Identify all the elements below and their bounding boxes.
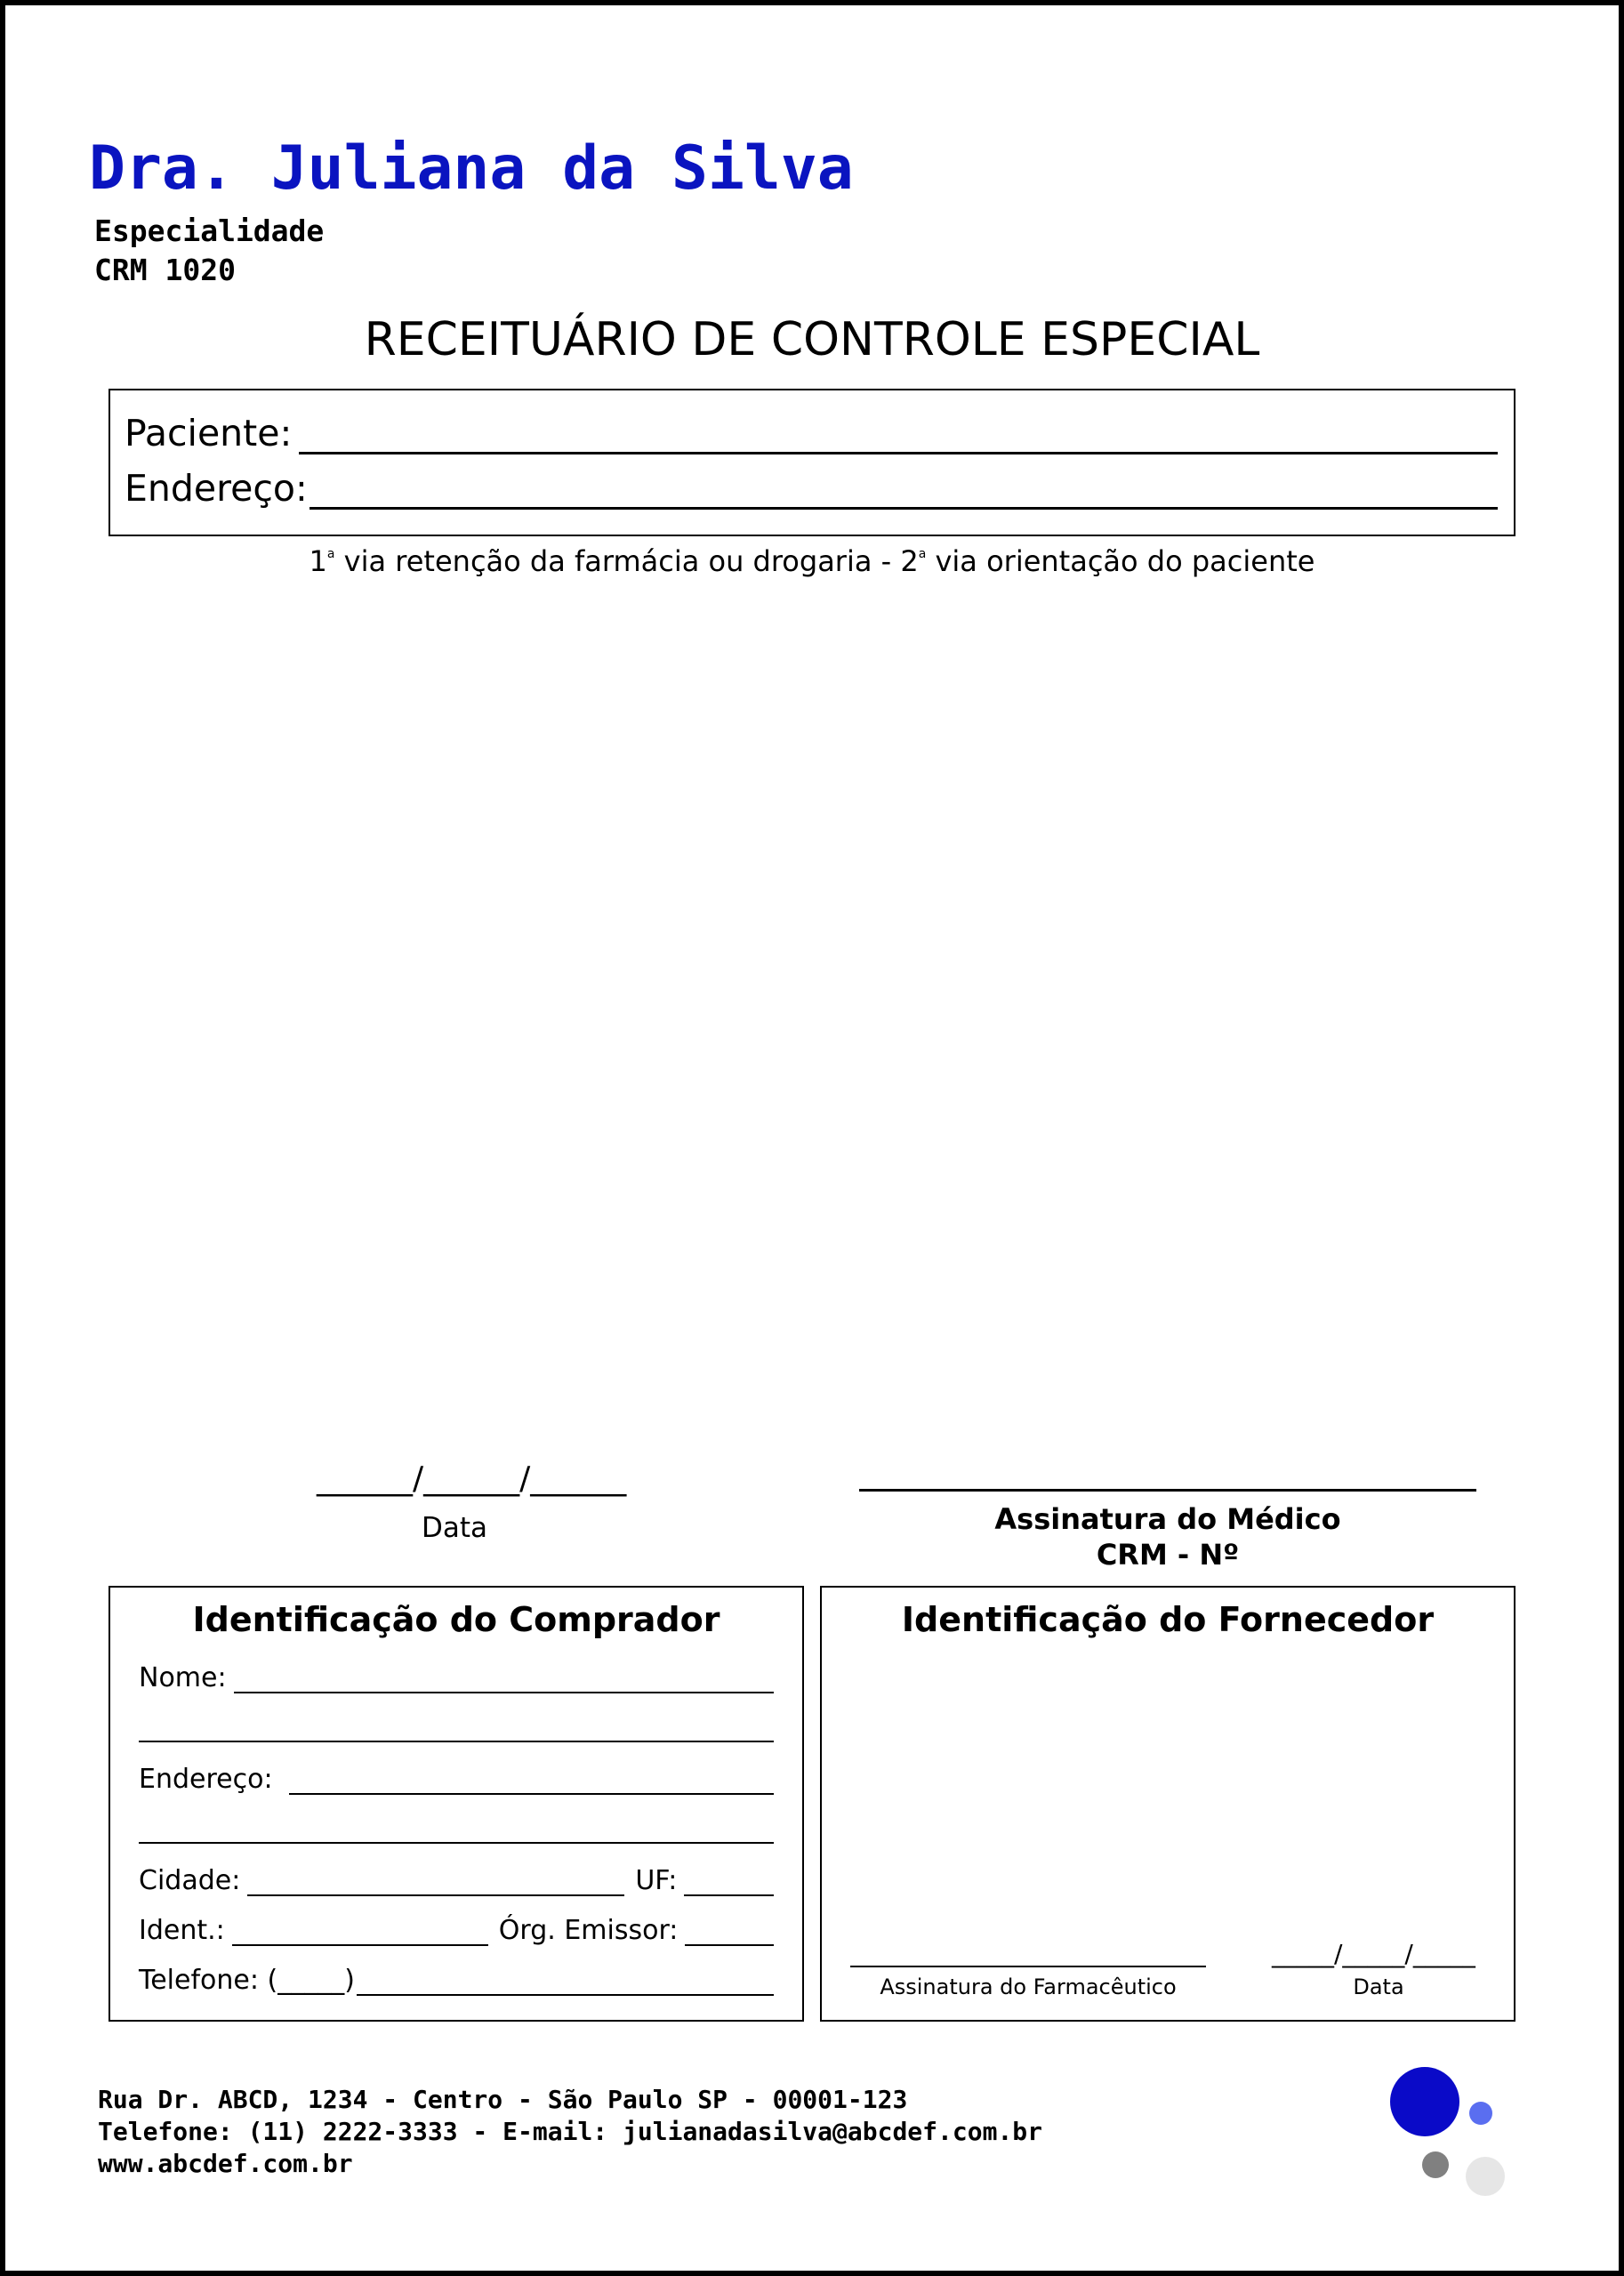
patient-name-line[interactable] bbox=[299, 452, 1498, 454]
buyer-address-label: Endereço: bbox=[139, 1764, 273, 1795]
via-first-superscript: a bbox=[326, 547, 335, 561]
date-label: Data bbox=[421, 1512, 488, 1544]
buyer-issuer-line[interactable] bbox=[685, 1944, 774, 1946]
via-last-text: via orientação do paciente bbox=[926, 544, 1315, 578]
doctor-signature-label: Assinatura do Médico bbox=[994, 1502, 1341, 1536]
buyer-name-line[interactable] bbox=[234, 1692, 774, 1693]
buyer-uf-line[interactable] bbox=[684, 1894, 774, 1896]
buyer-name-row-2 bbox=[139, 1712, 774, 1742]
buyer-name-label: Nome: bbox=[139, 1662, 227, 1693]
buyer-city-label: Cidade: bbox=[139, 1865, 241, 1896]
footer-address: Rua Dr. ABCD, 1234 - Centro - São Paulo SP - 00001-123 bbox=[98, 2085, 908, 2114]
patient-name-row bbox=[125, 412, 1498, 454]
light-gray-dot bbox=[1466, 2157, 1505, 2196]
doctor-signature-line[interactable] bbox=[859, 1489, 1476, 1492]
buyer-address-row-2 bbox=[139, 1814, 774, 1844]
buyer-phone-row bbox=[139, 1965, 774, 1996]
copy-instructions bbox=[0, 544, 1624, 578]
patient-address-row bbox=[125, 467, 1498, 510]
pharmacist-signature-label: Assinatura do Farmacêutico bbox=[880, 1974, 1177, 1999]
patient-address-line[interactable] bbox=[310, 507, 1498, 510]
supplier-date-blank[interactable]: _____/_____/_____ bbox=[1272, 1939, 1475, 1968]
supplier-title: Identificação do Fornecedor bbox=[901, 1600, 1435, 1639]
gray-dot bbox=[1422, 2151, 1449, 2178]
footer-contact: Telefone: (11) 2222-3333 - E-mail: julianadasilva@abcdef.com.br bbox=[98, 2117, 1043, 2146]
doctor-name: Dra. Juliana da Silva bbox=[89, 133, 854, 204]
buyer-name-row bbox=[139, 1662, 774, 1693]
date-blank[interactable]: ______/______/______ bbox=[317, 1460, 627, 1497]
buyer-id-label: Ident.: bbox=[139, 1915, 225, 1946]
buyer-issuer-label: Órg. Emissor: bbox=[498, 1915, 679, 1946]
footer-website: www.abcdef.com.br bbox=[98, 2149, 353, 2178]
buyer-city-line[interactable] bbox=[247, 1894, 624, 1896]
buyer-address-line[interactable] bbox=[289, 1793, 774, 1795]
buyer-phone-line[interactable] bbox=[357, 1994, 774, 1996]
via-first-number: 1 bbox=[309, 544, 327, 578]
doctor-crm-label: CRM - Nº bbox=[1096, 1538, 1240, 1572]
buyer-city-row bbox=[139, 1865, 774, 1896]
buyer-phone-label: Telefone: (_____) bbox=[139, 1965, 355, 1996]
supplier-date-label: Data bbox=[1353, 1974, 1404, 1999]
patient-box bbox=[109, 389, 1515, 536]
doctor-crm: CRM 1020 bbox=[94, 253, 236, 287]
small-blue-dot bbox=[1469, 2102, 1492, 2125]
buyer-identification-box bbox=[109, 1586, 804, 2022]
buyer-title: Identificação do Comprador bbox=[192, 1600, 720, 1639]
buyer-name-line-2[interactable] bbox=[139, 1741, 774, 1742]
patient-name-label: Paciente: bbox=[125, 412, 293, 454]
doctor-signature-block bbox=[859, 1501, 1476, 1572]
buyer-address-row bbox=[139, 1764, 774, 1795]
doctor-specialty: Especialidade bbox=[94, 213, 325, 248]
via-middle-text: via retenção da farmácia ou drogaria - 2 bbox=[334, 544, 919, 578]
pharmacist-signature-line[interactable] bbox=[850, 1966, 1206, 1967]
buyer-id-row bbox=[139, 1915, 774, 1946]
buyer-address-line-2[interactable] bbox=[139, 1842, 774, 1844]
document-title: RECEITUÁRIO DE CONTROLE ESPECIAL bbox=[364, 313, 1260, 366]
via-second-superscript: a bbox=[918, 547, 927, 561]
large-blue-dot bbox=[1390, 2067, 1459, 2136]
patient-address-label: Endereço: bbox=[125, 467, 308, 510]
buyer-id-line[interactable] bbox=[232, 1944, 488, 1946]
buyer-uf-label: UF: bbox=[635, 1865, 678, 1896]
